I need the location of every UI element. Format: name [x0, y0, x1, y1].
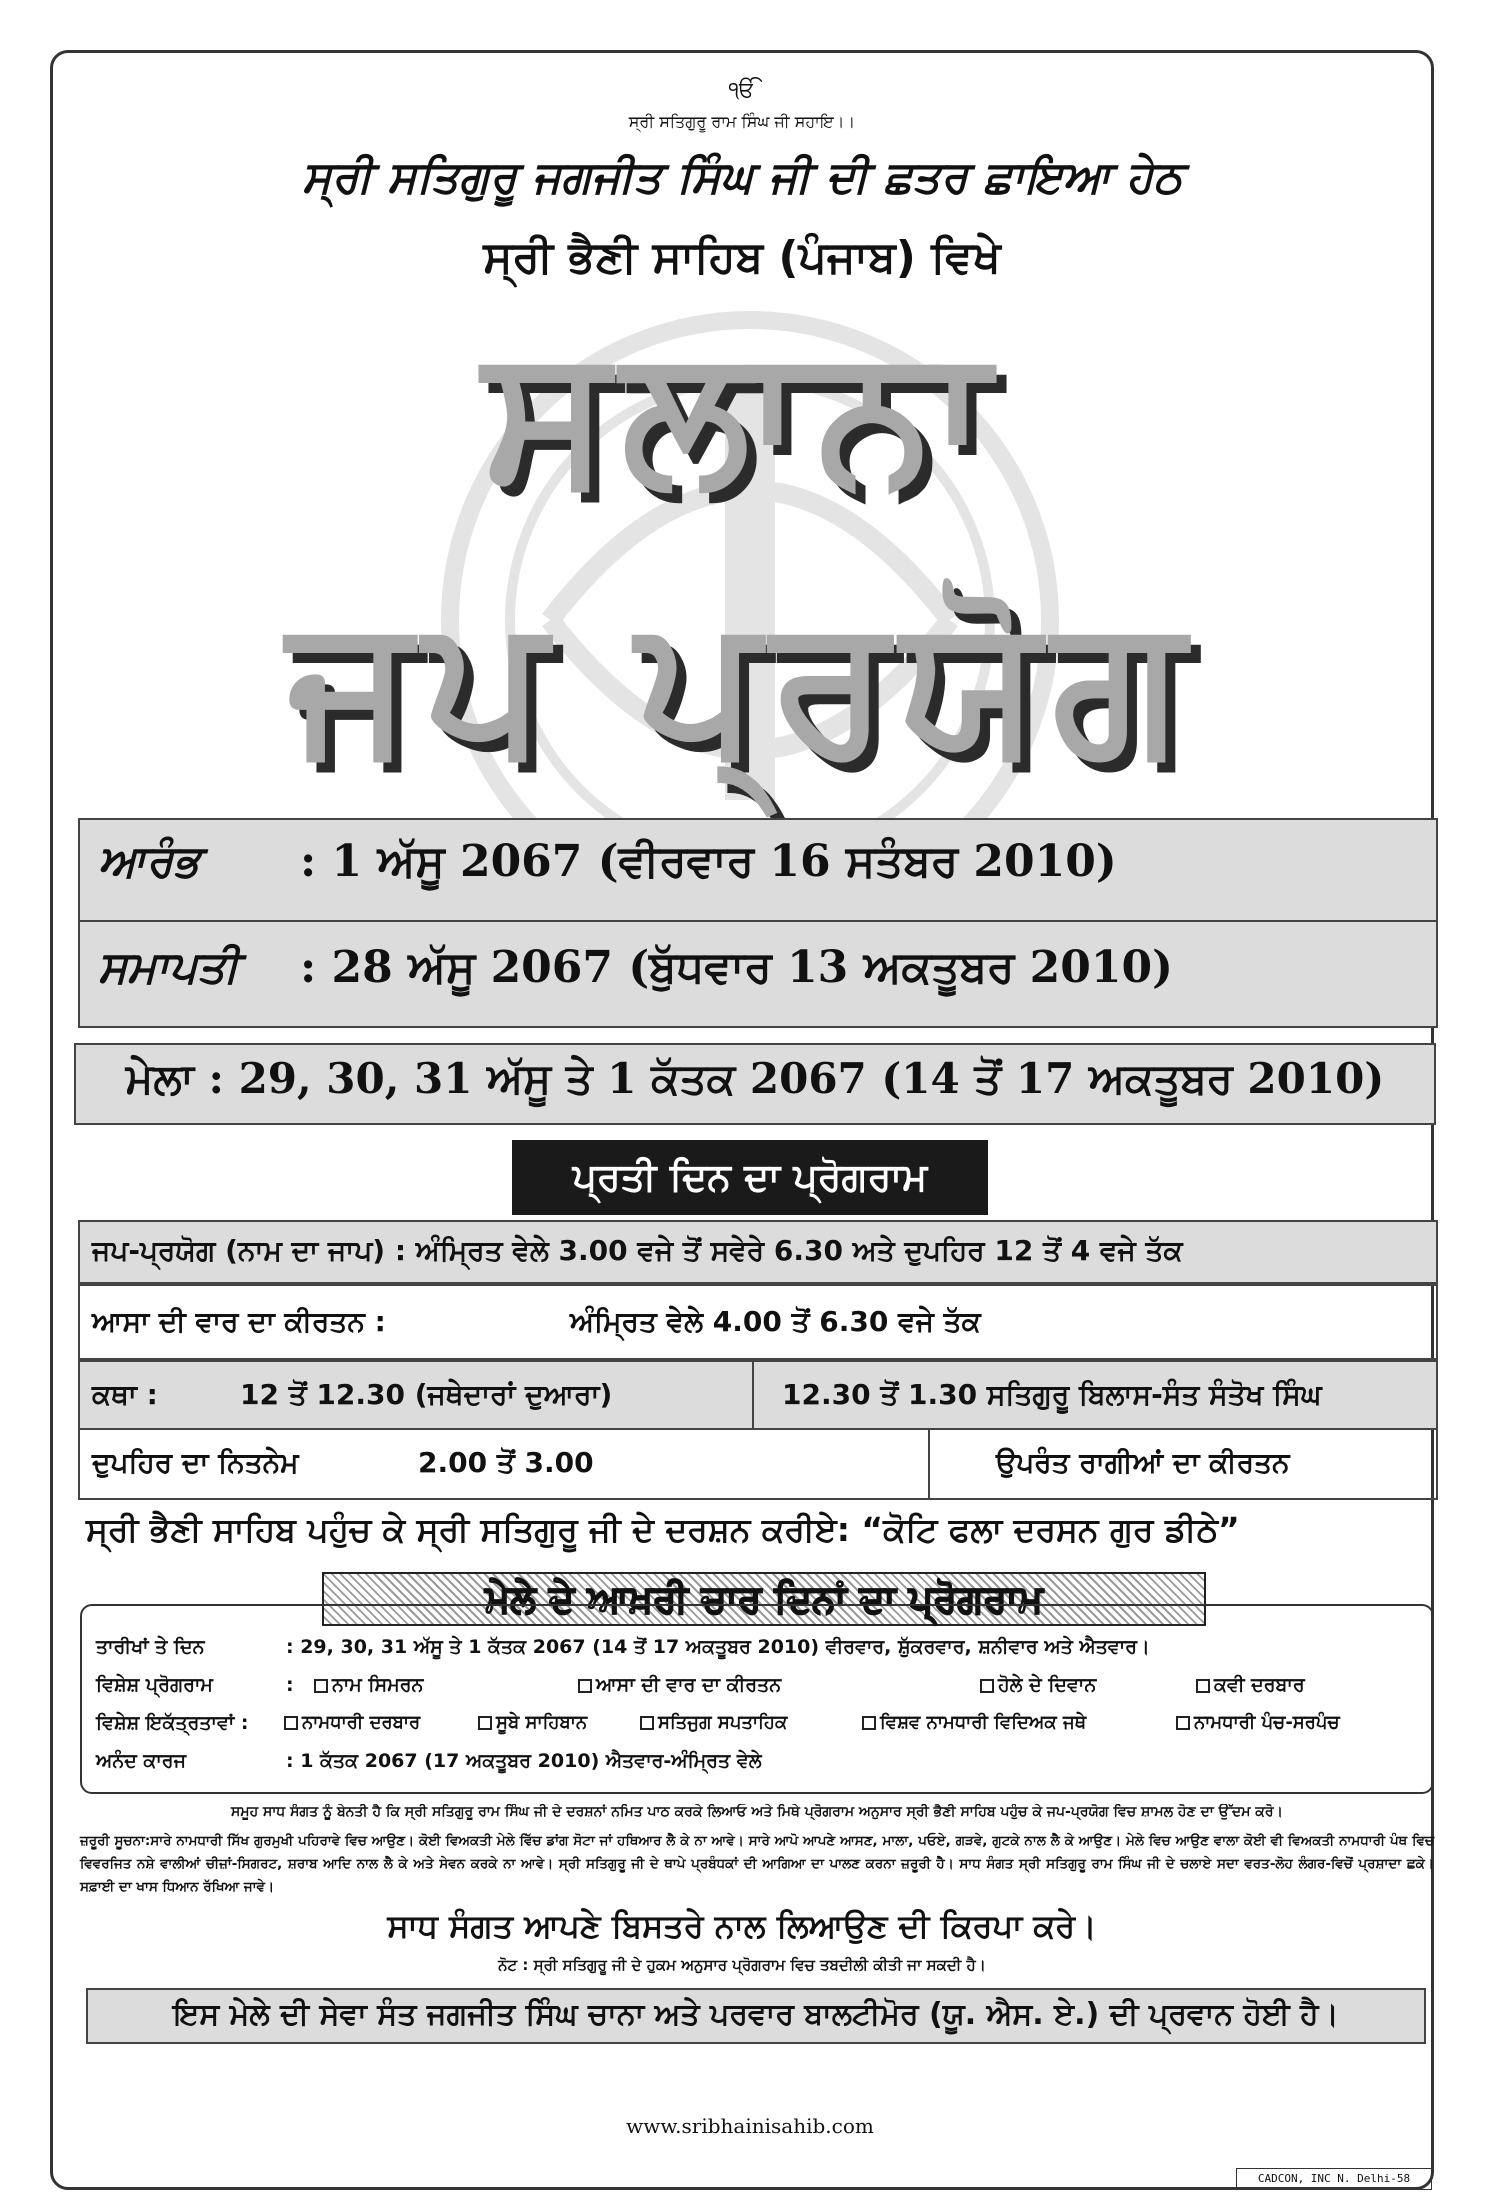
gathering-item-5: ਨਾਮਧਾਰੀ ਪੰਚ-ਸਰਪੰਚ	[1176, 1712, 1340, 1733]
last-days-heading: ਮੇਲੇ ਦੇ ਆਖ਼ਰੀ ਚਾਰ ਦਿਨਾਂ ਦਾ ਪ੍ਰੋਗਰਾਮ	[322, 1572, 1206, 1626]
anand-karaj-label: ਅਨੰਦ ਕਾਰਜ	[96, 1750, 186, 1772]
dates-label: ਤਾਰੀਖਾਂ ਤੇ ਦਿਨ	[96, 1636, 205, 1658]
daily-program-heading: ਪ੍ਰਤੀ ਦਿਨ ਦਾ ਪ੍ਰੋਗਰਾਮ	[512, 1140, 988, 1215]
checkbox-icon	[478, 1716, 492, 1730]
mela-dates: ਮੇਲਾ : 29, 30, 31 ਅੱਸੂ ਤੇ 1 ਕੱਤਕ 2067 (14 ਤੋਂ 17 ਅਕਤੂਬਰ 2010)	[125, 1054, 1385, 1103]
special-item-1: ਨਾਮ ਸਿਮਰਨ	[314, 1674, 423, 1696]
gatherings-label: ਵਿਸ਼ੇਸ਼ ਇਕੱਤ੍ਰਤਾਵਾਂ :	[96, 1712, 249, 1734]
checkbox-icon	[1176, 1716, 1190, 1730]
katha-timing: 12 ਤੋਂ 12.30 (ਜਥੇਦਾਰਾਂ ਦੁਆਰਾ)	[240, 1378, 613, 1411]
blessing-line: ਸ੍ਰੀ ਸਤਿਗੁਰੂ ਰਾਮ ਸਿੰਘ ਜੀ ਸਹਾਇ।।	[628, 112, 856, 131]
nitnem-label: ਦੁਪਹਿਰ ਦਾ ਨਿਤਨੇਮ	[92, 1446, 299, 1479]
gathering-item-2: ਸੂਬੇ ਸਾਹਿਬਾਨ	[478, 1712, 587, 1733]
nitnem-timing: 2.00 ਤੋਂ 3.00	[418, 1446, 594, 1479]
checkbox-icon	[1196, 1679, 1210, 1693]
special-item-4: ਕਵੀ ਦਰਬਾਰ	[1196, 1674, 1305, 1696]
gathering-item-4: ਵਿਸ਼ਵ ਨਾਮਧਾਰੀ ਵਿਦਿਅਕ ਜਥੇ	[862, 1712, 1086, 1733]
asa-label: ਆਸਾ ਦੀ ਵਾਰ ਦਾ ਕੀਰਤਨ :	[92, 1305, 386, 1338]
header-line-1: ਸ੍ਰੀ ਸਤਿਗੁਰੂ ਜਗਜੀਤ ਸਿੰਘ ਜੀ ਦੀ ਛਤਰ ਛਾਇਆ ਹੇਠ	[302, 152, 1182, 203]
special-colon: :	[286, 1674, 294, 1696]
header-line-2: ਸ੍ਰੀ ਭੈਣੀ ਸਾਹਿਬ (ਪੰਜਾਬ) ਵਿਖੇ	[483, 232, 1001, 283]
gathering-item-3: ਸਤਿਜੁਗ ਸਪਤਾਹਿਕ	[640, 1712, 787, 1733]
dates-divider	[78, 920, 1438, 922]
end-date: : 28 ਅੱਸੂ 2067 (ਬੁੱਧਵਾਰ 13 ਅਕਤੂਬਰ 2010)	[300, 942, 1173, 993]
start-date: : 1 ਅੱਸੂ 2067 (ਵੀਰਵਾਰ 16 ਸਤੰਬਰ 2010)	[300, 836, 1117, 887]
bedding-notice: ਸਾਧ ਸੰਗਤ ਆਪਣੇ ਬਿਸਤਰੇ ਨਾਲ ਲਿਆਉਣ ਦੀ ਕਿਰਪਾ ਕਰੇ।	[387, 1907, 1097, 1945]
title-word-1: ਸਲਾਨਾ	[482, 304, 1002, 525]
checkbox-icon	[284, 1716, 298, 1730]
special-item-2: ਆਸਾ ਦੀ ਵਾਰ ਦਾ ਕੀਰਤਨ	[578, 1674, 781, 1696]
checkbox-icon	[980, 1679, 994, 1693]
printer-credit: CADCON, INC N. Delhi-58	[1236, 2168, 1432, 2190]
end-label: ਸਮਾਪਤੀ	[98, 942, 239, 993]
dates-value: : 29, 30, 31 ਅੱਸੂ ਤੇ 1 ਕੱਤਕ 2067 (14 ਤੋਂ 17 ਅਕਤੂਬਰ 2010) ਵੀਰਵਾਰ, ਸ਼ੁੱਕਰਵਾਰ, ਸ਼ਨੀਵਾਰ ਅਤੇ ਐਤਵਾਰ।	[286, 1636, 1150, 1658]
checkbox-icon	[314, 1679, 328, 1693]
darshan-line: ਸ੍ਰੀ ਭੈਣੀ ਸਾਹਿਬ ਪਹੁੰਚ ਕੇ ਸ੍ਰੀ ਸਤਿਗੁਰੂ ਜੀ ਦੇ ਦਰਸ਼ਨ ਕਰੀਏ: “ਕੋਟਿ ਫਲਾ ਦਰਸਨ ਗੁਰ ਡੀਠੇ”	[86, 1510, 1240, 1549]
jap-schedule: ਜਪ-ਪ੍ਰਯੋਗ (ਨਾਮ ਦਾ ਜਾਪ) : ਅੰਮ੍ਰਿਤ ਵੇਲੇ 3.00 ਵਜੇ ਤੋਂ ਸਵੇਰੇ 6.30 ਅਤੇ ਦੁਪਹਿਰ 12 ਤੋਂ 4 ਵਜੇ ਤੱਕ	[92, 1234, 1183, 1267]
checkbox-icon	[862, 1716, 876, 1730]
ik-onkar-symbol: ੴ	[728, 78, 756, 103]
checkbox-icon	[578, 1679, 592, 1693]
website-link[interactable]: www.sribhainisahib.com	[626, 2114, 874, 2138]
special-program-label: ਵਿਸ਼ੇਸ਼ ਪ੍ਰੋਗਰਾਮ	[96, 1674, 213, 1696]
start-label: ਆਰੰਭ	[98, 836, 201, 887]
asa-timing: ਅੰਮ੍ਰਿਤ ਵੇਲੇ 4.00 ਤੋਂ 6.30 ਵਜੇ ਤੱਕ	[570, 1305, 981, 1338]
title-word-2: ਜਪ ਪ੍ਰਯੋਗ	[287, 574, 1197, 795]
special-item-3: ਹੋਲੇ ਦੇ ਦਿਵਾਨ	[980, 1674, 1096, 1696]
change-note: ਨੋਟ : ਸ੍ਰੀ ਸਤਿਗੁਰੂ ਜੀ ਦੇ ਹੁਕਮ ਅਨੁਸਾਰ ਪ੍ਰੋਗਰਾਮ ਵਿਚ ਤਬਦੀਲੀ ਕੀਤੀ ਜਾ ਸਕਦੀ ਹੈ।	[498, 1956, 986, 1974]
katha-right-timing: 12.30 ਤੋਂ 1.30 ਸਤਿਗੁਰੂ ਬਿਲਾਸ-ਸੰਤ ਸੰਤੋਖ ਸਿੰਘ	[782, 1378, 1322, 1411]
sponsor-text: ਇਸ ਮੇਲੇ ਦੀ ਸੇਵਾ ਸੰਤ ਜਗਜੀਤ ਸਿੰਘ ਚਾਨਾ ਅਤੇ ਪਰਵਾਰ ਬਾਲਟੀਮੋਰ (ਯੂ. ਐਸ. ਏ.) ਦੀ ਪ੍ਰਵਾਨ ਹੋਈ ਹੈ।	[173, 1997, 1339, 2032]
katha-label: ਕਥਾ :	[92, 1378, 158, 1411]
anand-karaj-value: : 1 ਕੱਤਕ 2067 (17 ਅਕਤੂਬਰ 2010) ਐਤਵਾਰ-ਅੰਮ੍ਰਿਤ ਵੇਲੇ	[286, 1750, 762, 1772]
request-notice: ਸਮੂਹ ਸਾਧ ਸੰਗਤ ਨੂੰ ਬੇਨਤੀ ਹੈ ਕਿ ਸ੍ਰੀ ਸਤਿਗੁਰੂ ਰਾਮ ਸਿੰਘ ਜੀ ਦੇ ਦਰਸ਼ਨਾਂ ਨਮਿਤ ਪਾਠ ਕਰਕੇ ਲਿਆਓ ਅਤੇ ਮਿਥੇ ਪ੍ਰੋਗਰਾਮ ਅਨੁਸਾਰ ਸ੍ਰੀ ਭੈਣੀ ਸਾਹਿਬ ਪਹੁੰਚ ਕੇ ਜਪ-ਪ੍ਰਯੋਗ ਵਿਚ ਸ਼ਾਮਲ ਹੋਣ ਦਾ ਉੱਦਮ ਕਰੋ।	[231, 1804, 1283, 1820]
important-notice: ਜ਼ਰੂਰੀ ਸੂਚਨਾ:ਸਾਰੇ ਨਾਮਧਾਰੀ ਸਿੱਖ ਗੁਰਮੁਖੀ ਪਹਿਰਾਵੇ ਵਿਚ ਆਉਣ। ਕੋਈ ਵਿਅਕਤੀ ਮੇਲੇ ਵਿੱਚ ਡਾਂਗ ਸੋਟਾ ਜਾਂ ਹਥਿਆਰ ਲੈ ਕੇ ਨਾ ਆਵੇ। ਸਾਰੇ ਆਪੋ ਆਪਣੇ ਆਸਣ, ਮਾਲਾ, ਪਓਏ, ਗੜਵੇ, ਗੁਟਕੇ ਨਾਲ ਲੈ ਕੇ ਆਉਣ। ਮੇਲੇ ਵਿਚ ਆਉਣ ਵਾਲਾ ਕੋਈ ਵੀ ਵਿਅਕਤੀ ਨਾਮਧਾਰੀ ਪੰਥ ਵਿਚ ਵਿਵਰਜਿਤ ਨਸ਼ੇ ਵਾਲੀਆਂ ਚੀਜ਼ਾਂ-ਸਿਗਰਟ, ਸ਼ਰਾਬ ਆਦਿ ਨਾਲ ਲੈ ਕੇ ਅਤੇ ਸੇਵਨ ਕਰਕੇ ਨਾ ਆਵੇ। ਸ੍ਰੀ ਸਤਿਗੁਰੂ ਜੀ ਦੇ ਥਾਪੇ ਪ੍ਰਬੰਧਕਾਂ ਦੀ ਆਗਿਆ ਦਾ ਪਾਲਣ ਕਰਨਾ ਜ਼ਰੂਰੀ ਹੈ। ਸਾਧ ਸੰਗਤ ਸ੍ਰੀ ਸਤਿਗੁਰੂ ਰਾਮ ਸਿੰਘ ਜੀ ਦੇ ਚਲਾਏ ਸਦਾ ਵਰਤ-ਲੋਹ ਲੰਗਰ-ਵਿਚੋਂ ਪ੍ਰਸ਼ਾਦਾ ਛਕੇ। ਸਫ਼ਾਈ ਦਾ ਖਾਸ ਧਿਆਨ ਰੱਖਿਆ ਜਾਵੇ।	[80, 1833, 1434, 1895]
nitnem-right-text: ਉਪਰੰਤ ਰਾਗੀਆਂ ਦਾ ਕੀਰਤਨ	[996, 1446, 1290, 1479]
checkbox-icon	[640, 1716, 654, 1730]
gathering-item-1: ਨਾਮਧਾਰੀ ਦਰਬਾਰ	[284, 1712, 420, 1733]
